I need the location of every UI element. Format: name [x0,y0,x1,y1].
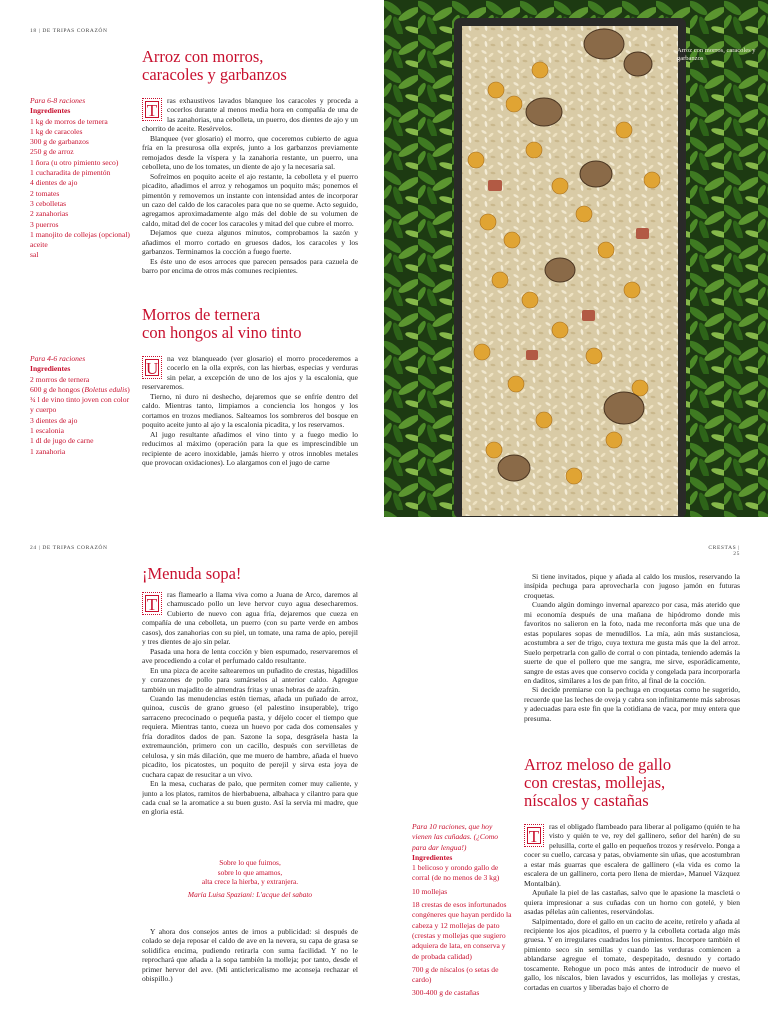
ingredient: 600 g de hongos (Boletus edulis) [30,384,130,394]
ingredient: 250 g de arroz [30,147,74,157]
folio-bottom-right: CRESTAS | 25 [708,545,740,557]
folio-top-left: 18 | DE TRIPAS CORAZÓN [30,28,108,34]
recipe-body [142,927,358,1019]
ingredient: 2 zanahorias [30,209,69,219]
recipe-body [142,590,358,836]
ingredients-heading: Ingredientes [30,106,71,116]
ingredient: 2 morros de ternera [30,374,90,384]
poem-line: sobre lo que amamos, [217,867,283,877]
ingredient: ¾ l de vino tinto joven con color y cuerpo [30,395,130,415]
ingredient: 300-400 g de castañas [412,988,480,998]
recipe-title [142,306,372,342]
ingredient: 1 belicoso y orondo gallo de corral (de no menos de 3 kg) [412,863,500,883]
paragraph: Dejamos que cueza algunos minutos, comprobamos la sazón y añadimos el morro cortado en gruesos dados, los caracoles y los garbanzos. Terminamos la cocción a fuego fuerte. [142,228,358,257]
poem-quote [142,858,358,899]
paragraph: Es éste uno de esos arroces que parecen pensados para cazuela de barro por encima de otros más comunes recipientes. [142,256,358,276]
paragraph: Cuando las menudencias estén tiernas, añada un puñado de arroz, quinoa, cuscús de grano grueso (el palestino insuperable), trigo sarraceno precocinado o pequeña pasta, y déjelo cocer el tiempo que requiera. Mientras tanto, cueza un huevo por cada dos comensales y fría doraditos dados de pan. Sazone la sopa, desgrásela hasta la extremaunción, primero con un cacillo, después con servilletas de celulosa, y sin más dilación, que me muero de hambre, añada el huevo picadito, los picatostes, un poquito de perejil y sirva esta joya de cuchara capaz de resucitar a un vivo. [142,693,358,779]
ingredient: aceite [30,240,48,250]
ingredients-heading: Ingredientes [30,364,71,374]
ingredient: sal [30,250,39,260]
servings: Para 4-6 raciones [30,354,86,363]
ingredient: 2 tomates [30,188,60,198]
recipe-body [524,822,740,1020]
ingredient: 1 ñora (u otro pimiento seco) [30,157,119,167]
ingredient: 1 dl de jugo de carne [30,436,94,446]
paragraph: Sofreímos en poquito aceite el ajo restante, la cebolleta y el puerro picadito, añadimos el arroz y rehogamos un poquito más; ponemos el pimentón y removemos un instante con intensidad antes de incorporar un cazo del caldo de los caracoles para que no se queme. Acto seguido, agregamos aproximadamente algo más del doble de su volumen de caldo, mitad del de cocer los caracoles y mitad del que cubre el morro. [142,171,358,228]
ingredient: 1 zanahoria [30,446,66,456]
ingredient: 700 g de níscalos (o setas de cardo) [412,964,499,985]
dropcap: U [142,356,162,379]
ingredient: 1 cucharadita de pimentón [30,168,111,178]
poem-author: María Luisa Spaziani: L'acque del sabato [187,889,313,899]
title-line: caracoles y garbanzos [142,65,287,84]
folio-bottom-left: 24 | DE TRIPAS CORAZÓN [30,545,108,551]
paragraph: Si tiene invitados, pique y añada al caldo los muslos, reservando la insípida pechuga para aprovecharla con jugoso jamón en futuras croquetas. [524,572,740,600]
paragraph: Salpimentado, dore el gallo en un cacito de aceite, retírelo y añada al recipiente los ajos picaditos, el puerro y la cebolleta cortada algo más gruesa. Y en irregulares cuadrados los pimientos. Incorpore también el pimiento seco sin semillas y cuando las verduras comiencen a ablandarse agregue el tomate, despepitado, desnudo y cortado toscamente. Rehogue un poco más antes de introducir de nuevo el gallo, los níscalos, bien lavados y escurridos, las mollejas y crestas, cortadas en cuartos y liberadas bajo el chorro de [524,916,740,992]
paragraph: Apuñale la piel de las castañas, salvo que le apasione la mascletá o quiera impresionar a sus cuñadas con un horno con gotelé, y bien asadas pélelas aún calientes, reservándolas. [524,888,740,917]
paragraph: na vez blanqueado (ver glosario) el morro procederemos a cocerlo en la olla exprés, con las hierbas, especias y verduras sin pelar, a excepción de uno de los ajos y la escalonia, que reservaremos. [142,354,358,392]
paragraph: ras el obligado flambeado para liberar al polígamo (quién te ha visto y quién te ve, rey del gallinero, señor del harén) de su pelusilla, corte el gallo en pequeños trozos y resérvelo. Ponga a cocer su cuello, carcasa y patas, obviamente sin uñas, que acostumbran a estar más guarras que escalera de gallinero («la vida es como la escalera de un gallinero, corta pero llena de mierda», Manuel Vázquez Montalbán). [524,822,740,888]
photo-caption: Arroz con morros, caracoles y garbanzos [677,47,756,62]
recipe-body [142,96,358,292]
paragraph: Al jugo resultante añadimos el vino tinto y a fuego medio lo reducimos al máximo (operación para la que es imprescindible un recipiente de acero inoxidable, jamás hierro y otros innobles metales que provocan oxidaciones). Lo alargamos con el jugo de carne [142,429,358,467]
title-line: Morros de ternera [142,305,261,324]
paragraph: Si decide premiarse con la pechuga en croquetas como he sugerido, recuerde que las leches de oveja y cabra son infinitamente más sabrosas y adecuadas para este fin que la cotidiana de vaca, por muy entera que presuma. [524,685,740,723]
paragraph: Y ahora dos consejos antes de irnos a publicidad: si después de colado se deja reposar el caldo de ave en la nevera, su capa de grasa se solidifica encima, pudiendo retirarla con suma facilidad. Y no le reprochará que añada a la sopa también la molleja; por tanto, desde el primer hervor del ave. (Mi anticlericalismo me aconseja rechazar el obispillo.) [142,927,358,984]
paragraph: Blanquee (ver glosario) el morro, que coceremos cubierto de agua fría en la presurosa olla exprés, junto a los garbanzos previamente remojados desde la víspera y la zanahoria restante, un puerro, una cebolleta, uno de los tomates, un diente de ajo y la necesaria sal. [142,133,358,172]
title-line: con hongos al vino tinto [142,323,302,342]
title-line: con crestas, mollejas, [524,773,666,792]
ingredients-heading: Ingredientes [412,852,453,862]
ingredient: 4 dientes de ajo [30,178,78,188]
recipe-title [142,48,372,84]
title-line: Arroz con morros, [142,47,264,66]
ingredient: 10 mollejas [412,886,448,896]
ingredient: 3 cebolletas [30,198,67,208]
ingredient: 1 kg de caracoles [30,126,83,136]
recipe-title: ¡Menuda sopa! [142,564,242,583]
ingredient: 300 g de garbanzos [30,137,89,147]
ingredient: 3 dientes de ajo [30,415,78,425]
paragraph: En la mesa, cucharas de palo, que permiten comer muy caliente, y junto a los platos, ramitos de hierbabuena, albahaca y cilantro para que cada cual se la aromatice a su buen gusto. Así la servía mi madre, que en gloria está. [142,779,358,817]
ingredients-list [412,822,514,999]
paragraph: En una pizca de aceite saltearemos un puñadito de crestas, higadillos y corazones de pollo para sumárselos al anterior caldo. Agregue también un majadito de almendras fritas y unas hebras de azafrán. [142,665,358,694]
ingredient: 1 kg de morros de ternera [30,116,108,126]
recipe-body [524,572,740,734]
paragraph: Tierno, ni duro ni deshecho, dejaremos que se enfríe dentro del caldo. Mientras tanto, limpiamos a conciencia los hongos y los cortamos en trozos medianos. Salteamos los sombreros del bosque en poquito aceite junto al ajo y la escalonia picadita, y los reservamos. [142,391,358,430]
servings: Para 10 raciones, que hoy vienen las cuñadas. (¿Como para dar lengua!) [412,822,499,852]
recipe-body [142,354,358,486]
paragraph: ras flamearlo a llama viva como a Juana de Arco, daremos al chamuscado pollo un leve hervor cuyo agua desecharemos. Cubierto de nuevo con agua fría, dejaremos que cueza en compañía de una cebolleta, un puerro (con su parte verde en ambos casos), dos zanahorias con su piel, un tomate, una rama de apio, perejil y tres dientes de ajo sin pelar. [142,590,358,647]
poem-line: Sobre lo que fuimos, [219,858,281,867]
ingredient: 1 manojito de collejas (opcional) [30,229,130,239]
paragraph: ras exhaustivos lavados blanquee los caracoles y proceda a cocerlos durante al menos media hora en compañía de una de las zanahorias, una cebolleta, un puerro, dos dientes de ajo y un chorrito de aceite. Resérvelos. [142,96,358,134]
title-line: níscalos y castañas [524,791,649,810]
paragraph: Cuando algún domingo invernal aparezco por casa, más aterido que mi economía después de una mañana de hipódromo donde mis favoritos no salieron en la foto, nada me reconforta más que una de estas populares sopas de menudillos. La mía, aún más sustanciosa, acostumbra a ser de trigo, cuya textura me gusta más que la del arroz. Suelo perpetrarla con gallo de corral o con pintada, teniendo además la suerte de que el pollero que me sangra, me sirve, esporádicamente, sangre de estas aves que conservo cocida y congelada para incorporarla en daditos, similares a los de pan frito, al final de la cocción. [524,600,740,685]
ingredients-list [30,96,130,261]
title-line: Arroz meloso de gallo [524,755,672,774]
ingredient: 18 crestas de esos infortunados congéneres que hayan perdido la cabeza y 12 mollejas de pato (crestas y mollejas que sugiero adquiera de lata, en conserva y de probada calidad) [412,900,512,961]
paragraph: Pasada una hora de lenta cocción y bien espumado, reservaremos el ave procediendo a colar el perfumado caldo resultante. [142,646,358,666]
poem-line: alta crece la hierba, y extranjera. [201,877,299,887]
food-photo [384,0,768,517]
dropcap: T [142,592,162,615]
ingredient: 3 puerros [30,219,59,229]
ingredients-list [30,354,130,457]
servings: Para 6-8 raciones [30,96,86,105]
ingredient: 1 escalonia [30,426,64,436]
recipe-title [524,756,754,810]
dropcap: T [524,824,544,847]
dropcap: T [142,98,162,121]
